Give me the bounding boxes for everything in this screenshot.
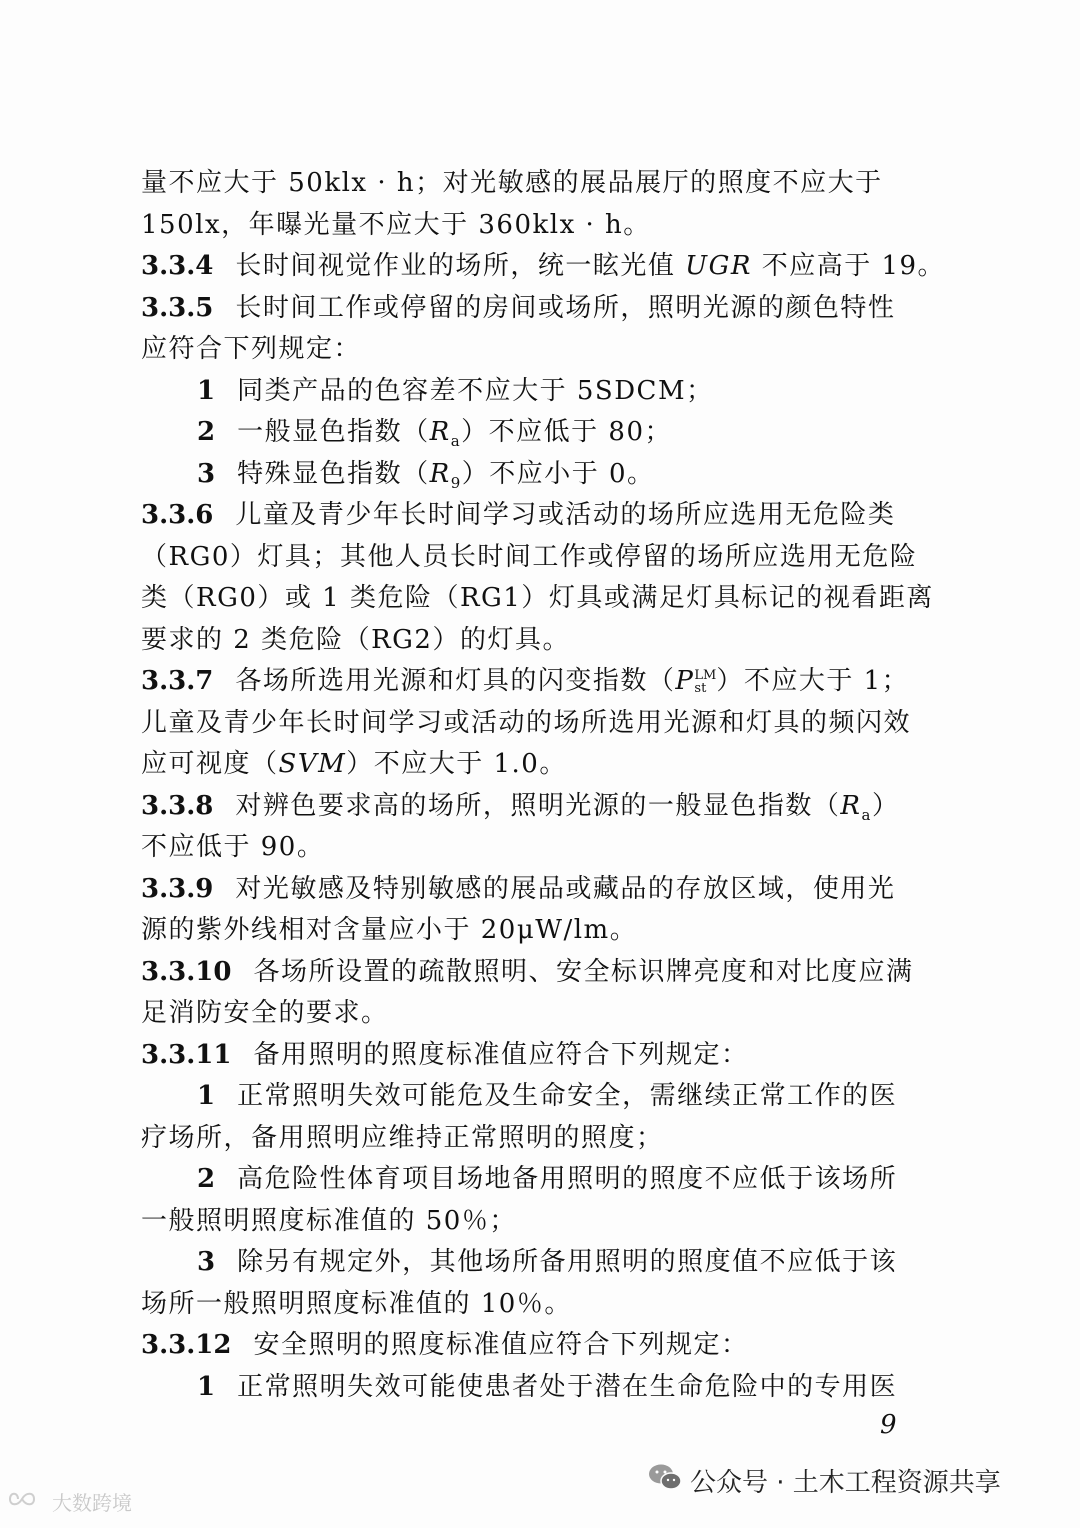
text: 高危险性体育项目场地备用照明的照度不应低于该场所	[237, 1164, 898, 1194]
text: ）	[871, 790, 900, 821]
text-line: 儿童及青少年长时间学习或活动的场所选用光源和灯具的频闪效	[141, 707, 912, 738]
wechat-icon	[648, 1463, 682, 1498]
text: 各场所选用光源和灯具的闪变指数（	[235, 666, 676, 696]
list-item	[141, 1367, 921, 1409]
list-item	[141, 412, 921, 454]
item-number: 1	[197, 375, 216, 406]
item-number: 3	[197, 458, 216, 489]
text: ）不应小于 0。	[461, 458, 655, 489]
clause-number: 3.3.10	[141, 956, 232, 987]
clause-3-3-10	[141, 952, 921, 994]
clause-number: 3.3.12	[141, 1330, 232, 1360]
list-item	[141, 454, 921, 496]
list-item	[141, 1076, 921, 1118]
clause-number: 3.3.5	[141, 292, 214, 323]
symbol-r: R	[840, 790, 862, 821]
text: 正常照明失效可能使患者处于潜在生命危险中的专用医	[237, 1371, 898, 1402]
clause-3-3-8	[141, 786, 921, 828]
symbol-p: P	[675, 666, 695, 696]
clause-3-3-6	[141, 495, 921, 537]
text: 对光敏感及特别敏感的展品或藏品的存放区域，使用光	[235, 873, 896, 904]
clause-3-3-11	[141, 1035, 921, 1077]
item-number: 1	[197, 1371, 216, 1402]
clause-number: 3.3.9	[141, 873, 214, 904]
subscript: a	[861, 805, 872, 824]
clause-3-3-4	[141, 246, 946, 288]
symbol-svm: SVM	[278, 749, 347, 779]
text-line: 量不应大于 50klx · h；对光敏感的展品展厅的照度不应大于	[141, 168, 883, 198]
watermark-left	[8, 1487, 132, 1516]
text: 对辨色要求高的场所，照明光源的一般显色指数（	[235, 790, 841, 821]
text: 儿童及青少年长时间学习或活动的场所应选用无危险类	[235, 500, 896, 530]
watermark-text: 公众号 · 土木工程资源共享	[690, 1468, 1001, 1498]
text-line	[141, 744, 921, 786]
text-line: 源的紫外线相对含量应小于 20μW/lm。	[141, 915, 638, 945]
clause-number: 3.3.7	[141, 666, 214, 696]
text-line: 场所一般照明照度标准值的 10％。	[141, 1288, 572, 1319]
text: 正常照明失效可能危及生命安全，需继续正常工作的医	[237, 1081, 898, 1111]
clause-3-3-7	[141, 661, 921, 703]
symbol-r: R	[429, 458, 451, 489]
text: 除另有规定外，其他场所备用照明的照度值不应低于该	[237, 1247, 898, 1277]
text-line: （RG0）灯具；其他人员长时间工作或停留的场所应选用无危险	[141, 541, 918, 572]
clause-3-3-9	[141, 869, 921, 911]
subscript: 9	[450, 473, 462, 492]
list-item	[141, 371, 921, 413]
text: 安全照明的照度标准值应符合下列规定：	[253, 1330, 749, 1360]
symbol-ugr: UGR	[685, 251, 752, 281]
watermark-text: 大数跨境	[52, 1491, 132, 1515]
text: 长时间工作或停留的房间或场所，照明光源的颜色特性	[235, 292, 896, 323]
symbol-r: R	[429, 417, 451, 447]
subscript: st	[694, 681, 707, 696]
clause-number: 3.3.11	[141, 1039, 232, 1070]
text-line: 150lx，年曝光量不应大于 360klx · h。	[141, 209, 651, 240]
text: 应可视度（	[141, 749, 279, 779]
item-number: 3	[197, 1247, 216, 1277]
text-line: 类（RG0）或 1 类危险（RG1）灯具或满足灯具标记的视看距离	[141, 583, 934, 613]
watermark-right	[648, 1462, 1001, 1499]
superscript: LM	[694, 668, 717, 683]
clause-3-3-5	[141, 288, 921, 330]
text-line: 疗场所，备用照明应维持正常照明的照度；	[141, 1122, 664, 1153]
text-line: 足消防安全的要求。	[141, 998, 389, 1028]
text-line: 不应低于 90。	[141, 832, 325, 862]
clause-number: 3.3.4	[141, 251, 214, 281]
text: 特殊显色指数（	[237, 458, 430, 489]
item-number: 2	[197, 417, 216, 447]
item-number: 1	[197, 1081, 216, 1111]
page-number: 9	[880, 1410, 897, 1440]
text: 备用照明的照度标准值应符合下列规定：	[253, 1039, 749, 1070]
text-line: 一般照明照度标准值的 50％；	[141, 1205, 517, 1236]
text: 各场所设置的疏散照明、安全标识牌亮度和对比度应满	[253, 956, 914, 987]
clause-number: 3.3.8	[141, 790, 214, 821]
document-body	[141, 163, 946, 1408]
list-item	[141, 1242, 921, 1284]
subscript: a	[450, 432, 462, 451]
item-number: 2	[197, 1164, 216, 1194]
clause-number: 3.3.6	[141, 500, 214, 530]
clause-3-3-12	[141, 1325, 921, 1367]
list-item	[141, 1159, 921, 1201]
text: ）不应大于 1；	[716, 666, 910, 696]
loop-logo-icon	[8, 1488, 48, 1515]
text: ）不应低于 80；	[461, 417, 672, 447]
text-line: 要求的 2 类危险（RG2）的灯具。	[141, 624, 570, 655]
text: 同类产品的色容差不应大于 5SDCM；	[237, 375, 714, 406]
text: 长时间视觉作业的场所，统一眩光值	[235, 251, 676, 281]
text: 不应高于 19。	[761, 251, 946, 281]
text: 一般显色指数（	[237, 417, 430, 447]
text: ）不应大于 1.0。	[346, 749, 567, 779]
text-line: 应符合下列规定：	[141, 334, 362, 364]
